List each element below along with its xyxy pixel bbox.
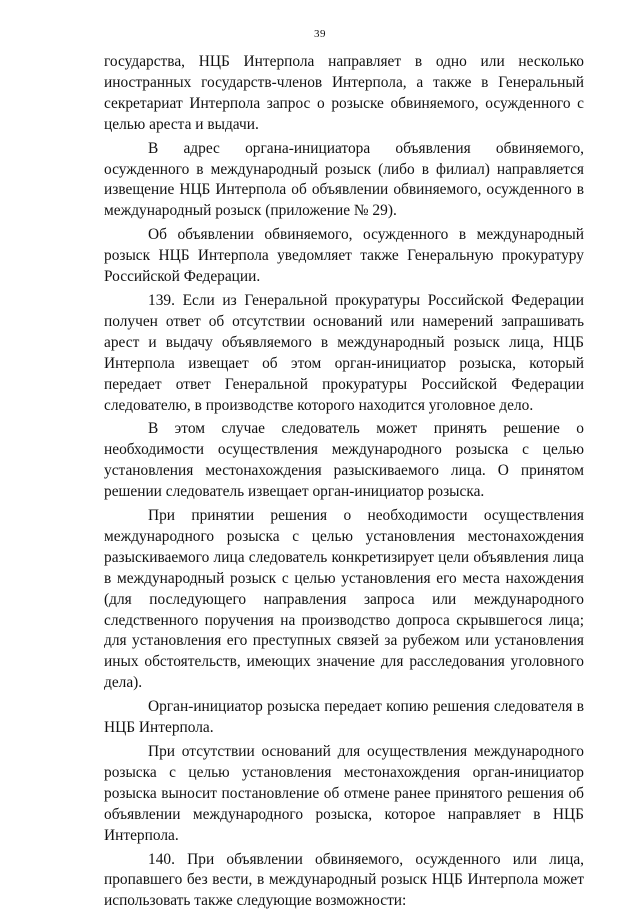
paragraph-item-139: 139. Если из Генеральной прокуратуры Российской Федерации получен ответ об отсутствии оснований или намерений запрашивать арест и выдачу объявляемого в международный розыск лица, НЦБ Интерпола извещает об этом орган-инициатор розыска, который передает ответ Генеральной прокуратуры Российской Федерации следователю, в производстве которого находится уголовное дело. xyxy=(104,291,584,414)
paragraph-investigator-decision: В этом случае следователь может принять решение о необходимости осуществления международного розыска с целью установления местонахождения разыскиваемого лица. О принятом решении следователь извещает орган-инициатор розыска. xyxy=(104,420,584,501)
document-body xyxy=(104,52,584,915)
page-number: 39 xyxy=(314,28,326,40)
paragraph-notice-to-initiator: В адрес органа-инициатора объявления обвиняемого, осужденного в международный розыск (либо в филиал) направляется извещение НЦБ Интерпола об объявлении обвиняемого, осужденного в международный розыск (приложение № 29). xyxy=(104,139,584,220)
paragraph-cancellation: При отсутствии оснований для осуществления международного розыска с целью установления местонахождения орган-инициатор розыска выносит постановление об отмене ранее принятого решения об объявлении международного розыска, которое направляет в НЦБ Интерпола. xyxy=(104,743,584,844)
paragraph-item-140: 140. При объявлении обвиняемого, осужденного или лица, пропавшего без вести, в международный розыск НЦБ Интерпола может использовать также следующие возможности: xyxy=(104,850,584,910)
paragraph-continuation: государства, НЦБ Интерпола направляет в одно или несколько иностранных государств-членов Интерпола, а также в Генеральный секретариат Интерпола запрос о розыске обвиняемого, осужденного с целью ареста и выдачи. xyxy=(104,53,584,133)
paragraph-copy-transfer: Орган-инициатор розыска передает копию решения следователя в НЦБ Интерпола. xyxy=(104,698,584,737)
paragraph-search-goals: При принятии решения о необходимости осуществления международного розыска с целью установления местонахождения разыскиваемого лица следователь конкретизирует цели объявления лица в международный розыск с целью установления его места нахождения (для последующего направления запроса или международного следственного поручения на производство допроса скрывшегося лица; для установления его преступных связей за рубежом или установления иных обстоятельств, имеющих значение для расследования уголовного дела). xyxy=(104,507,584,692)
paragraph-prosecutor-notification: Об объявлении обвиняемого, осужденного в международный розыск НЦБ Интерпола уведомляет также Генеральную прокуратуру Российской Федерации. xyxy=(104,226,584,286)
